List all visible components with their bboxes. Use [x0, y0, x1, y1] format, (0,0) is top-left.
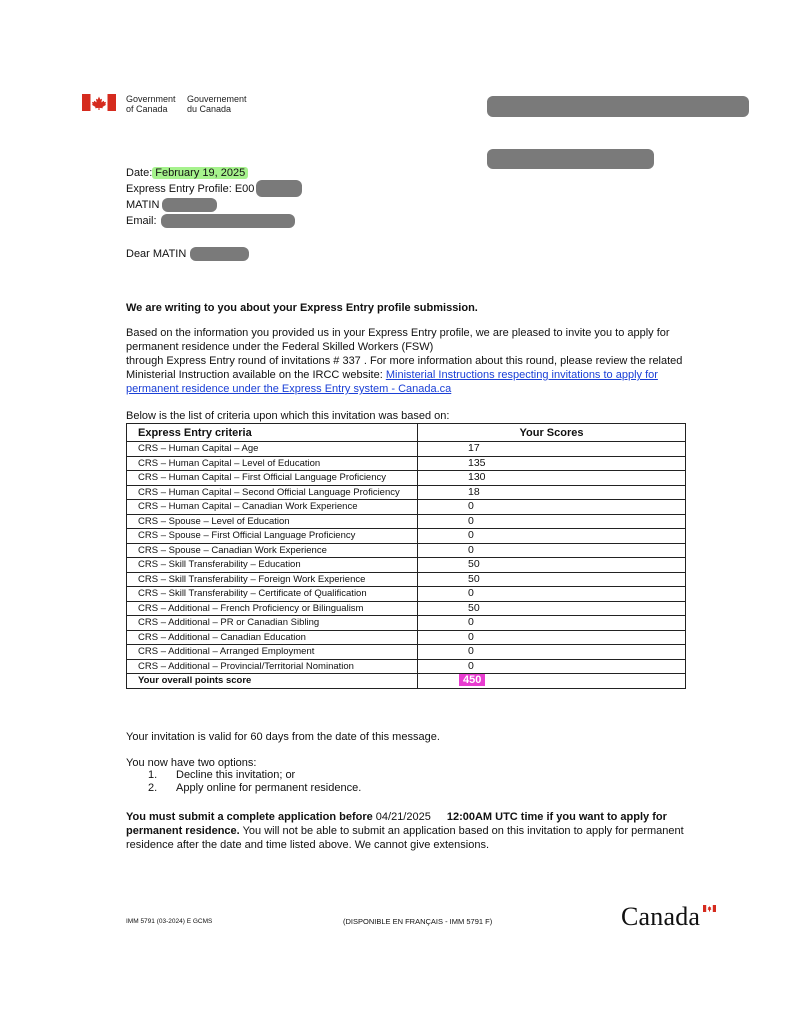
criteria-table-body [127, 442, 686, 689]
gov-fr-line2: du Canada [187, 104, 232, 114]
table-row [127, 601, 686, 616]
body-line-5 [126, 382, 706, 396]
body-line-3: through Express Entry round of invitations # 337 . For more information about this round, please review the related [126, 355, 683, 367]
form-code: IMM 5791 (03-2024) E GCMS [126, 918, 213, 925]
score-cell: 135 [418, 456, 686, 471]
total-score-value: 450 [459, 674, 485, 686]
score-cell: 50 [418, 558, 686, 573]
name-line [126, 198, 159, 212]
date-line [126, 166, 248, 180]
criterion-cell: CRS – Additional – French Proficiency or Bilingualism [127, 601, 418, 616]
criterion-cell: CRS – Spouse – Canadian Work Experience [127, 543, 418, 558]
table-row [127, 558, 686, 573]
table-header-row [127, 424, 686, 442]
date-label: Date: [126, 167, 153, 179]
list-item [126, 769, 361, 782]
score-cell: 50 [418, 601, 686, 616]
body-line-4-text: Ministerial Instruction available on the IRCC website: [126, 369, 386, 381]
name-label: MATIN [126, 199, 160, 211]
table-row [127, 659, 686, 674]
deadline-date: 04/21/2025 [375, 811, 431, 823]
french-note-text: DISPONIBLE EN FRANÇAIS - IMM 5791 F [345, 917, 490, 926]
government-of-canada-en [126, 94, 176, 114]
profile-label: Express Entry Profile: E00 [126, 183, 255, 195]
score-cell: 50 [418, 572, 686, 587]
score-cell: 0 [418, 514, 686, 529]
score-cell: 0 [418, 616, 686, 631]
criterion-cell: CRS – Spouse – First Official Language Proficiency [127, 529, 418, 544]
deadline-bold-2: permanent residence. [126, 825, 240, 837]
validity-note: Your invitation is valid for 60 days from the date of this message. [126, 731, 440, 743]
body-paragraph [126, 326, 706, 396]
list-item [126, 782, 361, 795]
total-label: Your overall points score [127, 674, 418, 689]
table-row [127, 587, 686, 602]
deadline-line-3: residence after the date and time listed above. We cannot give extensions. [126, 839, 490, 851]
body-line-1: Based on the information you provided us in your Express Entry profile, we are pleased to invite you to apply for [126, 327, 670, 339]
score-cell: 0 [418, 543, 686, 558]
criterion-cell: CRS – Human Capital – Canadian Work Experience [127, 500, 418, 515]
deadline-bold-1: You must submit a complete application before [126, 811, 376, 823]
options-intro: You now have two options: [126, 757, 257, 769]
table-row [127, 529, 686, 544]
criterion-cell: CRS – Skill Transferability – Education [127, 558, 418, 573]
gov-en-line2: of Canada [126, 104, 168, 114]
criterion-cell: CRS – Spouse – Level of Education [127, 514, 418, 529]
body-line-2: permanent residence under the Federal Skilled Workers (FSW) [126, 341, 434, 353]
salutation: Dear MATIN [126, 248, 187, 260]
table-row [127, 456, 686, 471]
french-availability-note [343, 917, 492, 926]
option-2-text: Apply online for permanent residence. [176, 782, 362, 794]
redacted-reference-block [487, 149, 654, 169]
government-of-canada-fr [187, 94, 247, 114]
criterion-cell: CRS – Additional – Canadian Education [127, 630, 418, 645]
scores-column-header: Your Scores [418, 424, 686, 442]
criterion-cell: CRS – Additional – Provincial/Territorial Nomination [127, 659, 418, 674]
french-note-open: ( [343, 917, 346, 926]
canada-flag-icon [82, 94, 116, 111]
criterion-cell: CRS – Skill Transferability – Foreign Work Experience [127, 572, 418, 587]
criteria-intro: Below is the list of criteria upon which this invitation was based on: [126, 410, 450, 422]
profile-line [126, 182, 254, 196]
table-row [127, 500, 686, 515]
redacted-surname [162, 198, 217, 212]
options-list [126, 769, 361, 795]
score-cell: 0 [418, 529, 686, 544]
email-label: Email: [126, 215, 157, 227]
score-cell: 130 [418, 471, 686, 486]
deadline-paragraph [126, 810, 706, 852]
redacted-email [161, 214, 295, 228]
score-cell: 0 [418, 645, 686, 660]
ministerial-instructions-link-cont[interactable]: permanent residence under the Express Entry system - Canada.ca [126, 383, 452, 395]
option-1-text: Decline this invitation; or [176, 769, 296, 781]
table-row [127, 572, 686, 587]
score-cell: 18 [418, 485, 686, 500]
redacted-profile-number [256, 180, 302, 197]
ministerial-instructions-link[interactable]: Ministerial Instructions respecting invitations to apply for [385, 369, 658, 381]
option-1-number: 1. [148, 769, 158, 781]
score-cell: 0 [418, 659, 686, 674]
redacted-salutation-surname [190, 247, 249, 261]
deadline-time: 12:00AM UTC time if you want to apply for [446, 811, 667, 823]
score-cell: 0 [418, 500, 686, 515]
score-cell: 0 [418, 587, 686, 602]
redacted-address-block [487, 96, 749, 117]
deadline-line-2 [126, 824, 706, 838]
table-row [127, 485, 686, 500]
email-line [126, 214, 157, 228]
criterion-cell: CRS – Human Capital – First Official Language Proficiency [127, 471, 418, 486]
criterion-cell: CRS – Human Capital – Level of Education [127, 456, 418, 471]
table-row [127, 616, 686, 631]
score-cell: 17 [418, 442, 686, 457]
total-score-cell [418, 674, 686, 689]
body-line-4 [126, 368, 706, 382]
option-2-number: 2. [148, 782, 158, 794]
deadline-line-1 [126, 810, 706, 824]
table-row [127, 514, 686, 529]
wordmark-flag-icon [703, 905, 716, 912]
canada-wordmark: Canada [621, 902, 701, 931]
date-value: February 19, 2025 [152, 167, 248, 179]
criteria-table [126, 423, 686, 689]
gov-en-line1: Government [126, 94, 176, 104]
criterion-cell: CRS – Human Capital – Age [127, 442, 418, 457]
criterion-cell: CRS – Human Capital – Second Official Language Proficiency [127, 485, 418, 500]
criterion-cell: CRS – Additional – Arranged Employment [127, 645, 418, 660]
table-row [127, 645, 686, 660]
criteria-column-header: Express Entry criteria [127, 424, 418, 442]
table-row [127, 471, 686, 486]
criterion-cell: CRS – Skill Transferability – Certificate of Qualification [127, 587, 418, 602]
french-note-close: ) [489, 917, 493, 926]
table-row [127, 630, 686, 645]
score-cell: 0 [418, 630, 686, 645]
deadline-rest-1: You will not be able to submit an application based on this invitation to apply for permanent [239, 825, 684, 837]
table-row [127, 543, 686, 558]
table-row [127, 442, 686, 457]
criterion-cell: CRS – Additional – PR or Canadian Sibling [127, 616, 418, 631]
gov-fr-line1: Gouvernement [187, 94, 247, 104]
total-row [127, 674, 686, 689]
letter-subject: We are writing to you about your Express Entry profile submission. [126, 302, 478, 314]
